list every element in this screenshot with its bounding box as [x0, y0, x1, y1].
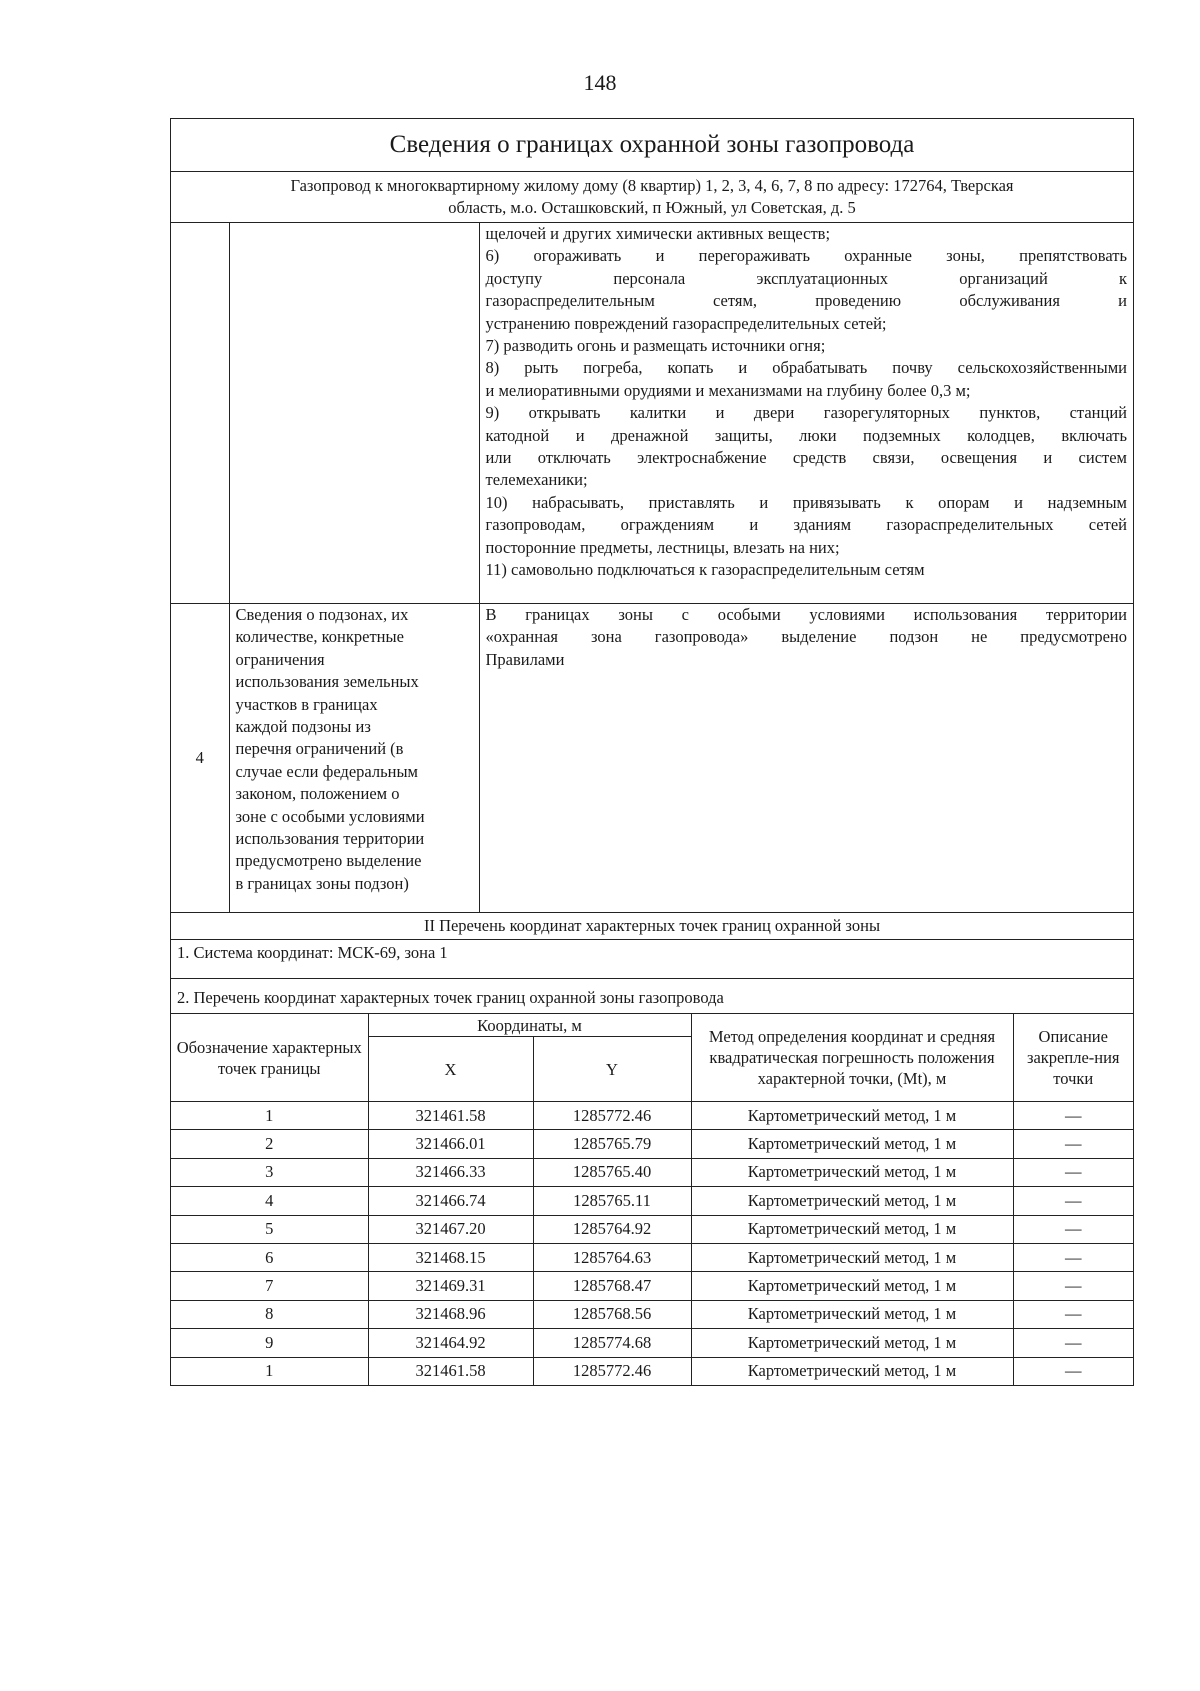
- x-cell: 321461.58: [368, 1357, 533, 1385]
- x-cell: 321466.33: [368, 1158, 533, 1186]
- name-line: перечня ограничений (в: [235, 739, 404, 759]
- name-line: использования территории: [235, 829, 425, 849]
- x-cell: 321461.58: [368, 1102, 533, 1130]
- point-cell: 1: [171, 1102, 368, 1130]
- table-header-row: [171, 1014, 1133, 1037]
- text-line: доступу персонала эксплуатационных организаций к: [485, 268, 1127, 288]
- text-line: и мелиоративными орудиями и механизмами на глубину более 0,3 м;: [485, 380, 971, 400]
- coordinate-list-title: 2. Перечень координат характерных точек границ охранной зоны газопровода: [171, 979, 1133, 1014]
- description-cell: —: [1013, 1272, 1133, 1300]
- text-line: устранению повреждений газораспределительных сетей;: [485, 313, 887, 333]
- text-line: Правилами: [485, 649, 565, 669]
- text-line: газопроводам, ограждениям и зданиям газораспределительных сетей: [485, 515, 1127, 535]
- method-header: Метод определения координат и средняя квадратическая погрешность положения характерной точки, (Mt), м: [691, 1014, 1013, 1102]
- document-title: Сведения о границах охранной зоны газопровода: [171, 119, 1133, 172]
- document-subtitle: [171, 172, 1133, 223]
- row-name-cell: [229, 604, 479, 913]
- text-line: посторонние предметы, лестницы, влезать на них;: [485, 537, 840, 557]
- name-line: участков в границах: [235, 694, 378, 714]
- table-row: [171, 1187, 1133, 1215]
- name-line: зоне с особыми условиями: [235, 806, 425, 826]
- name-line: использования земельных: [235, 672, 419, 692]
- table-row: [171, 1158, 1133, 1186]
- table-row: [171, 1130, 1133, 1158]
- text-line: 10) набрасывать, приставлять и привязывать к опорам и надземным: [485, 492, 1127, 512]
- name-line: предусмотрено выделение: [235, 851, 422, 871]
- section-title: II Перечень координат характерных точек границ охранной зоны: [171, 913, 1133, 940]
- method-cell: Картометрический метод, 1 м: [691, 1300, 1013, 1328]
- text-line: «охранная зона газопровода» выделение подзон не предусмотрено: [485, 627, 1127, 647]
- y-cell: 1285768.47: [533, 1272, 691, 1300]
- subtitle-line: область, м.о. Осташковский, п Южный, ул Советская, д. 5: [448, 198, 856, 217]
- zone-info-table: [171, 223, 1133, 913]
- y-cell: 1285764.92: [533, 1215, 691, 1243]
- text-line: газораспределительным сетям, проведению обслуживания и: [485, 291, 1127, 311]
- name-line: ограничения: [235, 649, 325, 669]
- point-cell: 5: [171, 1215, 368, 1243]
- method-cell: Картометрический метод, 1 м: [691, 1215, 1013, 1243]
- y-cell: 1285765.11: [533, 1187, 691, 1215]
- name-line: законом, положением о: [235, 784, 400, 804]
- page-number: 148: [583, 70, 617, 95]
- text-line: или отключать электроснабжение средств связи, освещения и систем: [485, 448, 1127, 468]
- y-cell: 1285765.40: [533, 1158, 691, 1186]
- method-cell: Картометрический метод, 1 м: [691, 1130, 1013, 1158]
- text-line: 6) огораживать и перегораживать охранные зоны, препятствовать: [485, 246, 1127, 266]
- restrictions-continuation-row: [171, 223, 1133, 604]
- point-cell: 7: [171, 1272, 368, 1300]
- name-line: случае если федеральным: [235, 761, 418, 781]
- point-cell: 6: [171, 1243, 368, 1271]
- y-cell: 1285765.79: [533, 1130, 691, 1158]
- x-cell: 321468.96: [368, 1300, 533, 1328]
- table-row: [171, 1215, 1133, 1243]
- x-cell: 321466.01: [368, 1130, 533, 1158]
- y-cell: 1285772.46: [533, 1357, 691, 1385]
- text-line: телемеханики;: [485, 470, 588, 490]
- subtitle-line: Газопровод к многоквартирному жилому дому (8 квартир) 1, 2, 3, 4, 6, 7, 8 по адресу: 172764, Тверская: [290, 176, 1014, 195]
- x-cell: 321468.15: [368, 1243, 533, 1271]
- description-cell: —: [1013, 1300, 1133, 1328]
- point-cell: 4: [171, 1187, 368, 1215]
- x-cell: 321467.20: [368, 1215, 533, 1243]
- point-header: Обозначение характерных точек границы: [171, 1014, 368, 1102]
- text-line: 8) рыть погреба, копать и обрабатывать почву сельскохозяйственными: [485, 358, 1127, 378]
- text-line: 11) самовольно подключаться к газораспределительным сетям: [485, 560, 925, 580]
- text-line: щелочей и других химически активных веществ;: [485, 224, 831, 243]
- description-cell: —: [1013, 1102, 1133, 1130]
- coordinates-header: Координаты, м: [368, 1014, 691, 1037]
- subzones-row: [171, 604, 1133, 913]
- point-cell: 3: [171, 1158, 368, 1186]
- method-cell: Картометрический метод, 1 м: [691, 1357, 1013, 1385]
- method-cell: Картометрический метод, 1 м: [691, 1102, 1013, 1130]
- point-cell: 8: [171, 1300, 368, 1328]
- method-cell: Картометрический метод, 1 м: [691, 1329, 1013, 1357]
- description-cell: —: [1013, 1357, 1133, 1385]
- y-cell: 1285774.68: [533, 1329, 691, 1357]
- method-cell: Картометрический метод, 1 м: [691, 1158, 1013, 1186]
- description-cell: —: [1013, 1215, 1133, 1243]
- subzones-text: [479, 604, 1133, 913]
- x-cell: 321469.31: [368, 1272, 533, 1300]
- description-cell: —: [1013, 1243, 1133, 1271]
- description-cell: —: [1013, 1329, 1133, 1357]
- y-header: Y: [533, 1037, 691, 1102]
- y-cell: 1285768.56: [533, 1300, 691, 1328]
- point-cell: 1: [171, 1357, 368, 1385]
- table-row: [171, 1357, 1133, 1385]
- description-header: Описание закрепле-ния точки: [1013, 1014, 1133, 1102]
- coordinate-system: 1. Система координат: МСК-69, зона 1: [171, 940, 1133, 979]
- method-cell: Картометрический метод, 1 м: [691, 1243, 1013, 1271]
- method-cell: Картометрический метод, 1 м: [691, 1272, 1013, 1300]
- description-cell: —: [1013, 1158, 1133, 1186]
- point-cell: 2: [171, 1130, 368, 1158]
- name-line: каждой подзоны из: [235, 717, 371, 737]
- table-row: [171, 1102, 1133, 1130]
- point-cell: 9: [171, 1329, 368, 1357]
- name-line: количестве, конкретные: [235, 627, 404, 647]
- text-line: катодной и дренажной защиты, люки подземных колодцев, включать: [485, 425, 1127, 445]
- name-line: Сведения о подзонах, их: [235, 605, 409, 624]
- table-row: [171, 1329, 1133, 1357]
- x-cell: 321464.92: [368, 1329, 533, 1357]
- description-cell: —: [1013, 1130, 1133, 1158]
- text-line: 7) разводить огонь и размещать источники огня;: [485, 336, 826, 356]
- text-line: 9) открывать калитки и двери газорегуляторных пунктов, станций: [485, 403, 1127, 423]
- method-cell: Картометрический метод, 1 м: [691, 1187, 1013, 1215]
- coordinates-table: [171, 1014, 1133, 1385]
- x-header: X: [368, 1037, 533, 1102]
- table-row: [171, 1243, 1133, 1271]
- zone-info-document: [170, 118, 1134, 1386]
- row-number-cell: [171, 223, 229, 604]
- x-cell: 321466.74: [368, 1187, 533, 1215]
- restrictions-text: [479, 223, 1133, 604]
- description-cell: —: [1013, 1187, 1133, 1215]
- row-name-cell: [229, 223, 479, 604]
- text-line: В границах зоны с особыми условиями использования территории: [485, 605, 1127, 624]
- table-row: [171, 1272, 1133, 1300]
- y-cell: 1285764.63: [533, 1243, 691, 1271]
- name-line: в границах зоны подзон): [235, 873, 409, 893]
- y-cell: 1285772.46: [533, 1102, 691, 1130]
- table-row: [171, 1300, 1133, 1328]
- row-number-cell: 4: [171, 604, 229, 913]
